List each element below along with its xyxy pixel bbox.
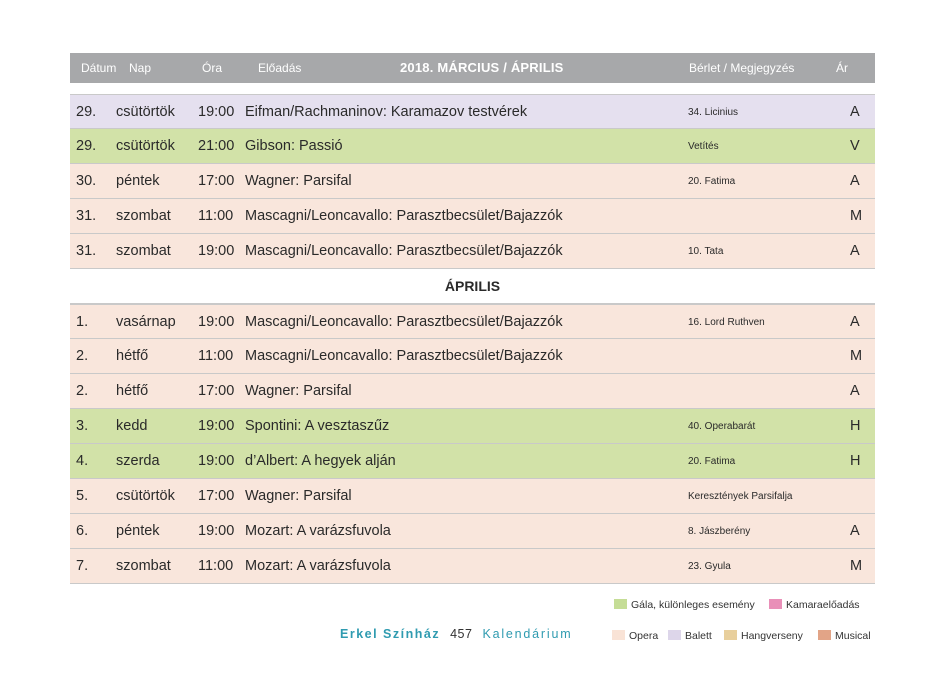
row-day: vasárnap	[116, 314, 176, 330]
row-note: 20. Fatima	[688, 456, 736, 467]
legend-opera-label: Opera	[629, 630, 659, 642]
row-note: 20. Fatima	[688, 176, 736, 187]
legend-gala	[614, 599, 755, 611]
row-time: 17:00	[198, 383, 235, 399]
row-price: A	[850, 383, 860, 399]
page-number: 457	[450, 627, 473, 641]
row-day: szombat	[116, 558, 171, 574]
row-time: 19:00	[198, 104, 235, 120]
legend-balett	[668, 630, 712, 642]
row-price: A	[850, 523, 860, 539]
row-date: 29.	[76, 138, 97, 154]
row-show: Spontini: A vesztaszűz	[245, 418, 390, 434]
march-rows	[70, 94, 875, 269]
row-time: 19:00	[198, 314, 235, 330]
row-day: szombat	[116, 208, 171, 224]
table-row	[70, 549, 875, 584]
row-show: Wagner: Parsifal	[245, 488, 352, 504]
row-show: Mascagni/Leoncavallo: Parasztbecsület/Bajazzók	[245, 243, 563, 259]
row-show: Mascagni/Leoncavallo: Parasztbecsület/Bajazzók	[245, 208, 563, 224]
table-row	[70, 129, 875, 164]
header-show: Előadás	[258, 61, 302, 75]
legend-musical-label: Musical	[835, 630, 871, 642]
row-show: Gibson: Passió	[245, 138, 343, 154]
table-header	[70, 53, 875, 83]
row-note: 34. Licinius	[688, 107, 739, 118]
legend-gala-label: Gála, különleges esemény	[631, 599, 755, 611]
legend-hangverseny	[724, 630, 803, 642]
row-note: 10. Tata	[688, 246, 724, 257]
row-price: M	[850, 558, 863, 574]
row-date: 4.	[76, 453, 89, 469]
april-rows	[70, 304, 875, 584]
legend-kamara-swatch	[769, 599, 782, 609]
row-day: szombat	[116, 243, 171, 259]
row-price: A	[850, 243, 860, 259]
row-show: Eifman/Rachmaninov: Karamazov testvérek	[245, 104, 528, 120]
row-day: péntek	[116, 173, 160, 189]
row-time: 11:00	[198, 558, 234, 574]
table-row	[70, 304, 875, 339]
april-heading: ÁPRILIS	[70, 269, 875, 304]
row-day: csütörtök	[116, 488, 175, 504]
legend-musical	[818, 630, 871, 642]
table-row	[70, 444, 875, 479]
row-note: 16. Lord Ruthven	[688, 317, 765, 328]
row-day: hétfő	[116, 348, 149, 364]
row-time: 19:00	[198, 523, 235, 539]
row-note: 40. Operabarát	[688, 421, 756, 432]
table-row	[70, 514, 875, 549]
row-day: csütörtök	[116, 138, 175, 154]
legend-balett-swatch	[668, 630, 681, 640]
row-time: 19:00	[198, 418, 235, 434]
row-show: Mascagni/Leoncavallo: Parasztbecsület/Bajazzók	[245, 314, 563, 330]
row-show: d’Albert: A hegyek alján	[245, 453, 396, 469]
calendar-sheet	[70, 53, 875, 584]
legend-kamara-label: Kamaraelőadás	[786, 599, 860, 611]
row-day: hétfő	[116, 383, 149, 399]
row-note: Keresztények Parsifalja	[688, 491, 793, 502]
legend-opera-swatch	[612, 630, 625, 640]
table-row	[70, 199, 875, 234]
header-title: 2018. MÁRCIUS / ÁPRILIS	[400, 60, 564, 75]
row-price: M	[850, 348, 863, 364]
header-note: Bérlet / Megjegyzés	[689, 61, 795, 75]
row-date: 5.	[76, 488, 89, 504]
row-time: 17:00	[198, 173, 235, 189]
table-row	[70, 374, 875, 409]
row-time: 19:00	[198, 453, 235, 469]
legend-balett-label: Balett	[685, 630, 712, 642]
row-date: 31.	[76, 208, 97, 224]
row-time: 11:00	[198, 208, 234, 224]
row-show: Wagner: Parsifal	[245, 383, 352, 399]
legend-gala-swatch	[614, 599, 627, 609]
row-price: M	[850, 208, 863, 224]
row-date: 3.	[76, 418, 89, 434]
header-time: Óra	[202, 61, 223, 75]
table-row	[70, 339, 875, 374]
legend-kamara	[769, 599, 860, 611]
legend-musical-swatch	[818, 630, 831, 640]
header-day: Nap	[129, 61, 152, 75]
row-price: H	[850, 453, 861, 469]
row-time: 19:00	[198, 243, 235, 259]
row-date: 30.	[76, 173, 97, 189]
row-note: 23. Gyula	[688, 561, 731, 572]
row-time: 21:00	[198, 138, 235, 154]
table-row	[70, 234, 875, 269]
row-date: 31.	[76, 243, 97, 259]
row-date: 6.	[76, 523, 89, 539]
footer	[340, 627, 572, 641]
row-note: Vetítés	[688, 141, 719, 152]
row-day: kedd	[116, 418, 148, 434]
row-day: szerda	[116, 453, 160, 469]
row-price: A	[850, 173, 860, 189]
row-date: 1.	[76, 314, 89, 330]
row-price: V	[850, 138, 860, 154]
row-date: 7.	[76, 558, 89, 574]
footer-brand: Erkel Színház	[340, 627, 441, 641]
row-day: péntek	[116, 523, 160, 539]
row-price: H	[850, 418, 861, 434]
row-time: 11:00	[198, 348, 234, 364]
header-date: Dátum	[81, 61, 117, 75]
row-day: csütörtök	[116, 104, 175, 120]
row-date: 29.	[76, 104, 97, 120]
footer-section: Kalendárium	[482, 627, 573, 641]
table-row	[70, 479, 875, 514]
table-row	[70, 94, 875, 129]
row-show: Mozart: A varázsfuvola	[245, 523, 391, 539]
table-row	[70, 164, 875, 199]
legend-hangverseny-swatch	[724, 630, 737, 640]
row-show: Wagner: Parsifal	[245, 173, 352, 189]
table-row	[70, 409, 875, 444]
row-time: 17:00	[198, 488, 235, 504]
row-show: Mozart: A varázsfuvola	[245, 558, 391, 574]
header-gap	[70, 83, 875, 94]
row-date: 2.	[76, 383, 89, 399]
row-price: A	[850, 104, 860, 120]
row-note: 8. Jászberény	[688, 526, 751, 537]
row-show: Mascagni/Leoncavallo: Parasztbecsület/Bajazzók	[245, 348, 563, 364]
legend-hangverseny-label: Hangverseny	[741, 630, 803, 642]
header-price: Ár	[836, 61, 848, 75]
legend-opera	[612, 630, 658, 642]
row-date: 2.	[76, 348, 89, 364]
row-price: A	[850, 314, 860, 330]
